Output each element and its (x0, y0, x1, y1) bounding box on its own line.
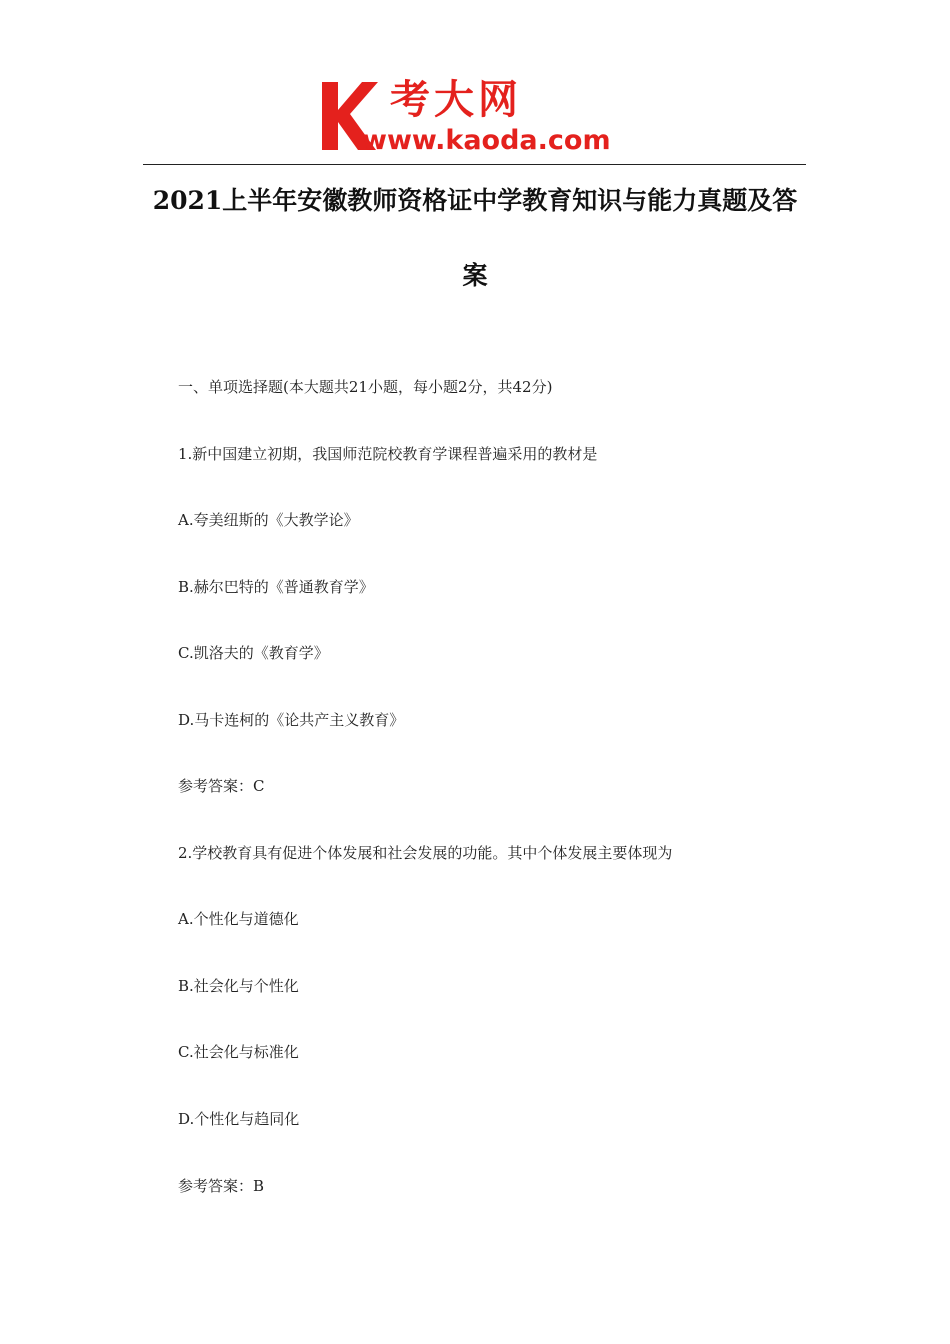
question-1-answer: 参考答案：C (178, 777, 265, 795)
question-1-option-d: D.马卡连柯的《论共产主义教育》 (178, 711, 405, 729)
document-title-line-1: 2021上半年安徽教师资格证中学教育知识与能力真题及答 (152, 186, 798, 215)
header-divider (143, 164, 806, 165)
question-2-option-d: D.个性化与趋同化 (178, 1110, 300, 1128)
question-2-option-a: A.个性化与道德化 (178, 910, 299, 928)
question-2-answer: 参考答案：B (178, 1177, 265, 1195)
document-title-line-2: 案 (462, 261, 488, 290)
question-2-option-c: C.社会化与标准化 (178, 1043, 299, 1061)
logo-url: www.kaoda.com (362, 125, 611, 156)
question-1-option-c: C.凯洛夫的《教育学》 (178, 644, 329, 662)
question-1-option-a: A.夸美纽斯的《大教学论》 (178, 511, 359, 529)
logo-name: 考大网 (390, 77, 522, 123)
question-2-option-b: B.社会化与个性化 (178, 977, 299, 995)
section-heading: 一、单项选择题(本大题共21小题，每小题2分，共42分) (178, 378, 553, 396)
question-1-stem: 1.新中国建立初期，我国师范院校教育学课程普遍采用的教材是 (178, 445, 598, 463)
question-1-option-b: B.赫尔巴特的《普通教育学》 (178, 578, 374, 596)
question-2-stem: 2.学校教育具有促进个体发展和社会发展的功能。其中个体发展主要体现为 (178, 844, 673, 862)
kaoda-logo (318, 78, 638, 158)
